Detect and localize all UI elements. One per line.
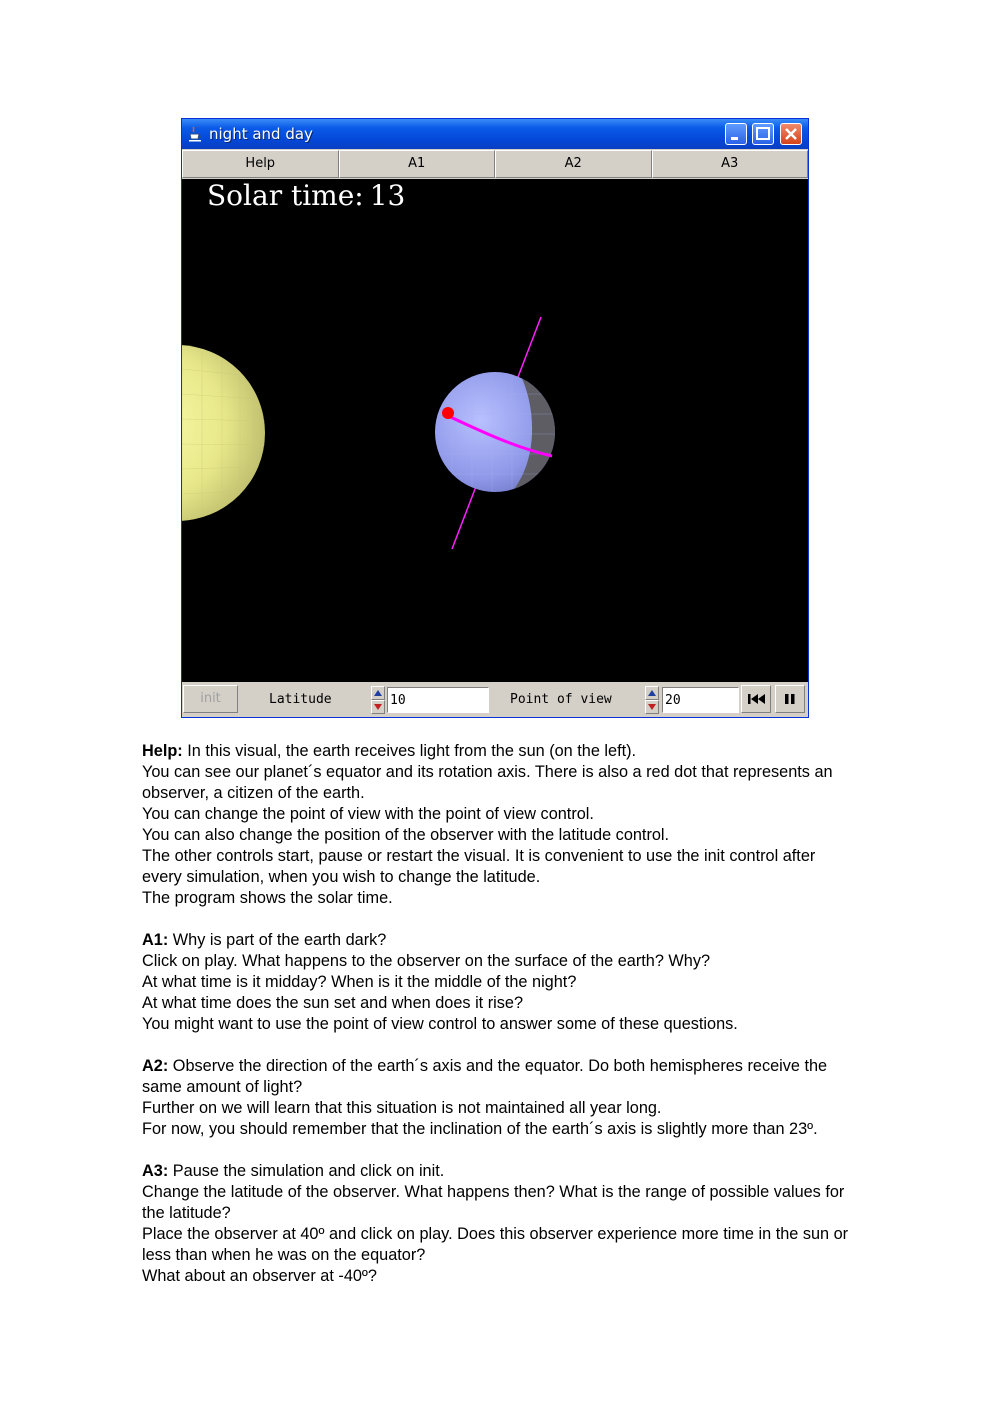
a3-button[interactable]: A3 [652, 150, 809, 178]
latitude-label: Latitude [269, 692, 332, 707]
a2-label: A2: [142, 1057, 169, 1075]
title-bar[interactable] [182, 119, 808, 149]
pause-button[interactable] [775, 685, 805, 713]
a3-line: Place the observer at 40º and click on play. Does this observer experience more time in the sun or less than when he was on the equator? [142, 1225, 849, 1264]
simulation-canvas[interactable] [182, 179, 808, 682]
arrow-up-icon [374, 690, 382, 696]
point-of-view-input[interactable] [662, 687, 739, 713]
point-of-view-label: Point of view [510, 692, 612, 707]
help-line: The other controls start, pause or restart the visual. It is convenient to use the init control after every simulation, when you wish to change the latitude. [142, 847, 816, 886]
a3-label: A3: [142, 1162, 169, 1180]
restart-button[interactable] [741, 685, 771, 713]
solar-time-value: 13 [369, 179, 406, 212]
control-bar [182, 682, 808, 717]
a1-label: A1: [142, 931, 169, 949]
a1-line: At what time does the sun set and when does it rise? [142, 994, 524, 1012]
latitude-spinner[interactable] [371, 686, 385, 714]
a3-paragraph [142, 1161, 852, 1182]
arrow-down-icon [648, 704, 656, 710]
help-line: You can see our planet´s equator and its rotation axis. There is also a red dot that represents an observer, a citizen of the earth. [142, 763, 833, 802]
help-line: You can change the point of view with the point of view control. [142, 805, 594, 823]
observer-dot [442, 407, 454, 419]
a2-paragraph [142, 1056, 852, 1098]
a1-line: You might want to use the point of view control to answer some of these questions. [142, 1015, 738, 1033]
minimize-icon [726, 124, 746, 144]
point-of-view-spinner[interactable] [645, 686, 659, 714]
window-title: night and day [209, 125, 313, 143]
latitude-down-button[interactable] [371, 700, 385, 714]
a2-line: Further on we will learn that this situation is not maintained all year long. [142, 1099, 662, 1117]
earth [435, 372, 555, 492]
solar-time-display [207, 179, 405, 212]
maximize-icon [753, 124, 773, 144]
help-paragraph [142, 741, 852, 762]
latitude-input[interactable] [387, 687, 489, 713]
instructions [142, 741, 852, 1287]
arrow-up-icon [648, 690, 656, 696]
skip-back-icon [742, 686, 770, 712]
maximize-button[interactable] [752, 123, 774, 145]
init-button[interactable]: init [183, 685, 238, 713]
a2-button[interactable]: A2 [495, 150, 652, 178]
close-icon [781, 124, 801, 144]
help-label: Help: [142, 742, 183, 760]
help-button[interactable]: Help [182, 150, 339, 178]
menu-bar [182, 150, 808, 178]
close-button[interactable] [780, 123, 802, 145]
minimize-button[interactable] [725, 123, 747, 145]
app-window [181, 118, 809, 718]
a2-line: For now, you should remember that the inclination of the earth´s axis is slightly more than 23º. [142, 1120, 818, 1138]
a1-button[interactable]: A1 [339, 150, 496, 178]
solar-time-label: Solar time: [207, 179, 364, 212]
latitude-up-button[interactable] [371, 686, 385, 700]
a3-line: Change the latitude of the observer. What happens then? What is the range of possible values for the latitude? [142, 1183, 845, 1222]
point-of-view-up-button[interactable] [645, 686, 659, 700]
pause-icon [776, 686, 804, 712]
a2-intro: Observe the direction of the earth´s axis and the equator. Do both hemispheres receive the same amount of light? [142, 1057, 828, 1096]
help-line: You can also change the position of the observer with the latitude control. [142, 826, 670, 844]
a1-line: Click on play. What happens to the observer on the surface of the earth? Why? [142, 952, 711, 970]
help-line: The program shows the solar time. [142, 889, 393, 907]
a1-intro: Why is part of the earth dark? [168, 931, 387, 949]
help-intro: In this visual, the earth receives light from the sun (on the left). [182, 742, 637, 760]
a1-line: At what time is it midday? When is it the middle of the night? [142, 973, 577, 991]
a1-paragraph [142, 930, 852, 951]
a3-line: What about an observer at -40º? [142, 1267, 377, 1285]
point-of-view-down-button[interactable] [645, 700, 659, 714]
arrow-down-icon [374, 704, 382, 710]
a3-intro: Pause the simulation and click on init. [168, 1162, 445, 1180]
java-cup-icon [188, 126, 202, 142]
sun [182, 345, 265, 521]
